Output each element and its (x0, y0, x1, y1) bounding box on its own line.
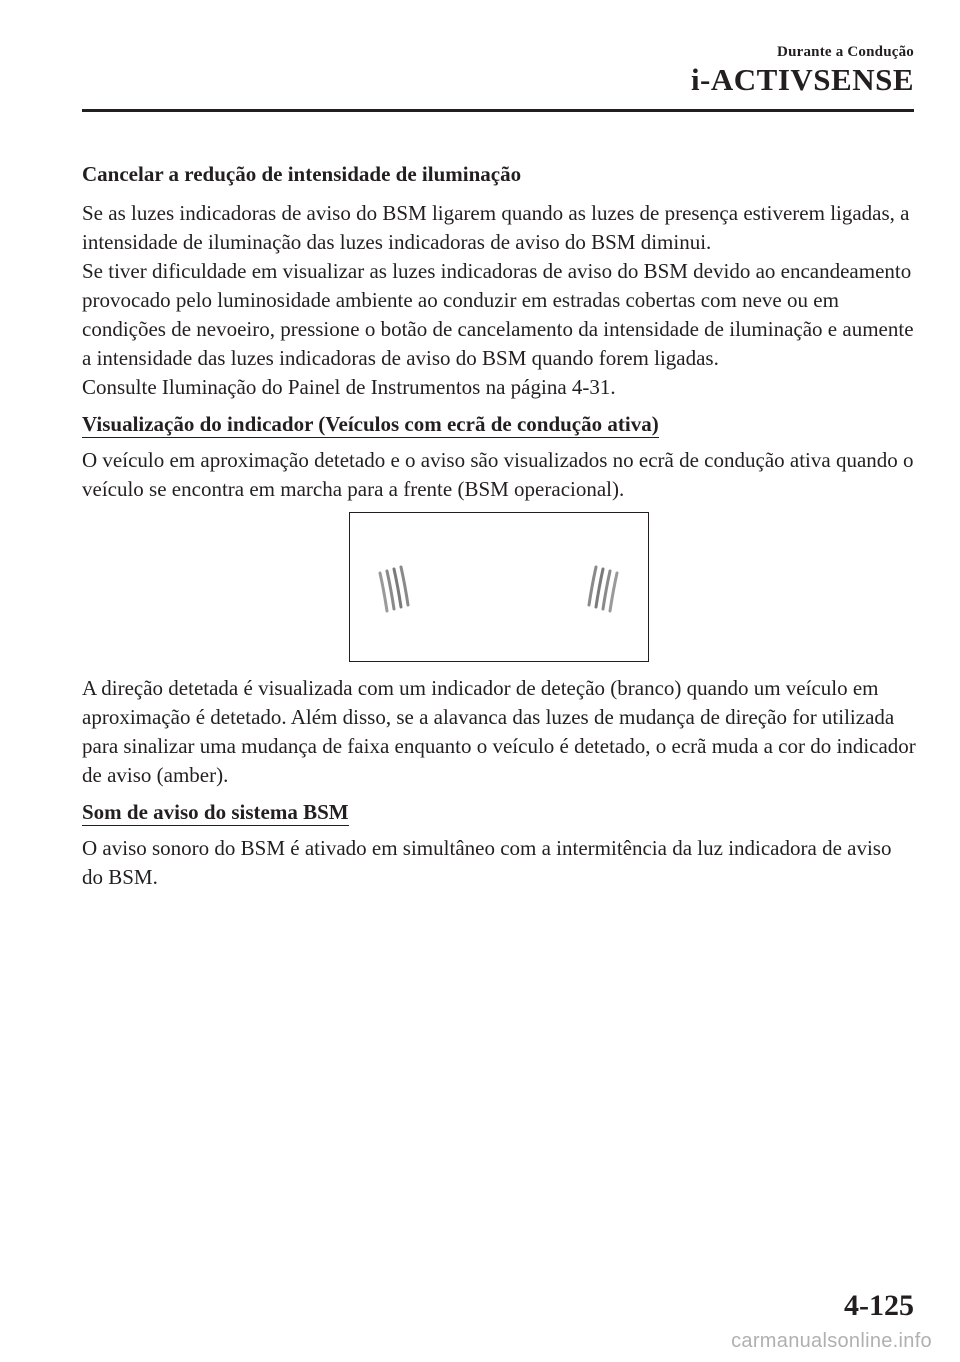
heading-warning-sound: Som de aviso do sistema BSM (82, 800, 349, 824)
dimming-text-3: Consulte Iluminação do Painel de Instrumentos na página 4-31. (82, 375, 616, 399)
left-detection-indicator-icon (380, 567, 408, 611)
sound-paragraph-1: O aviso sonoro do BSM é ativado em simultâneo com a intermitência da luz indicadora de aviso do BSM. (82, 836, 892, 889)
dimming-text-2: Se tiver dificuldade em visualizar as luzes indicadoras de aviso do BSM devido ao encandeamento provocado pelo luminosidade ambiente ao conduzir em estradas cobertas com neve ou em condições de nevoeiro, pressione o botão de cancelamento da intensidade de iluminação e aumente a intensidade das luzes indicadoras de aviso do BSM quando forem ligadas. (82, 259, 914, 370)
dimming-text-1: Se as luzes indicadoras de aviso do BSM ligarem quando as luzes de presença estiverem ligadas, a intensidade de iluminação das luzes indicadoras de aviso do BSM diminui. (82, 201, 910, 254)
section-header-label: Durante a Condução (777, 44, 914, 60)
dimming-paragraph-1 (82, 199, 916, 402)
display-paragraph-2: A direção detetada é visualizada com um indicador de deteção (branco) quando um veículo em aproximação é detetado. Além disso, se a alavanca das luzes de mudança de direção for utilizada para sinalizar uma mudança de faixa enquanto o veículo é detetado, o ecrã muda a cor do indicador de aviso (amber). (82, 676, 916, 787)
page-content (82, 160, 916, 900)
bsm-display-figure (349, 512, 649, 662)
bsm-indicator-graphic (350, 513, 647, 660)
watermark: carmanualsonline.info (731, 1330, 932, 1352)
right-detection-indicator-icon (589, 567, 617, 611)
page-number: 4-125 (844, 1289, 914, 1322)
heading-cancel-dimming: Cancelar a redução de intensidade de iluminação (82, 162, 522, 186)
header-divider (82, 109, 914, 112)
chapter-title: i-ACTIVSENSE (690, 62, 914, 97)
display-paragraph-1: O veículo em aproximação detetado e o aviso são visualizados no ecrã de condução ativa quando o veículo se encontra em marcha para a frente (BSM operacional). (82, 448, 914, 501)
heading-indicator-display: Visualização do indicador (Veículos com ecrã de condução ativa) (82, 412, 659, 436)
